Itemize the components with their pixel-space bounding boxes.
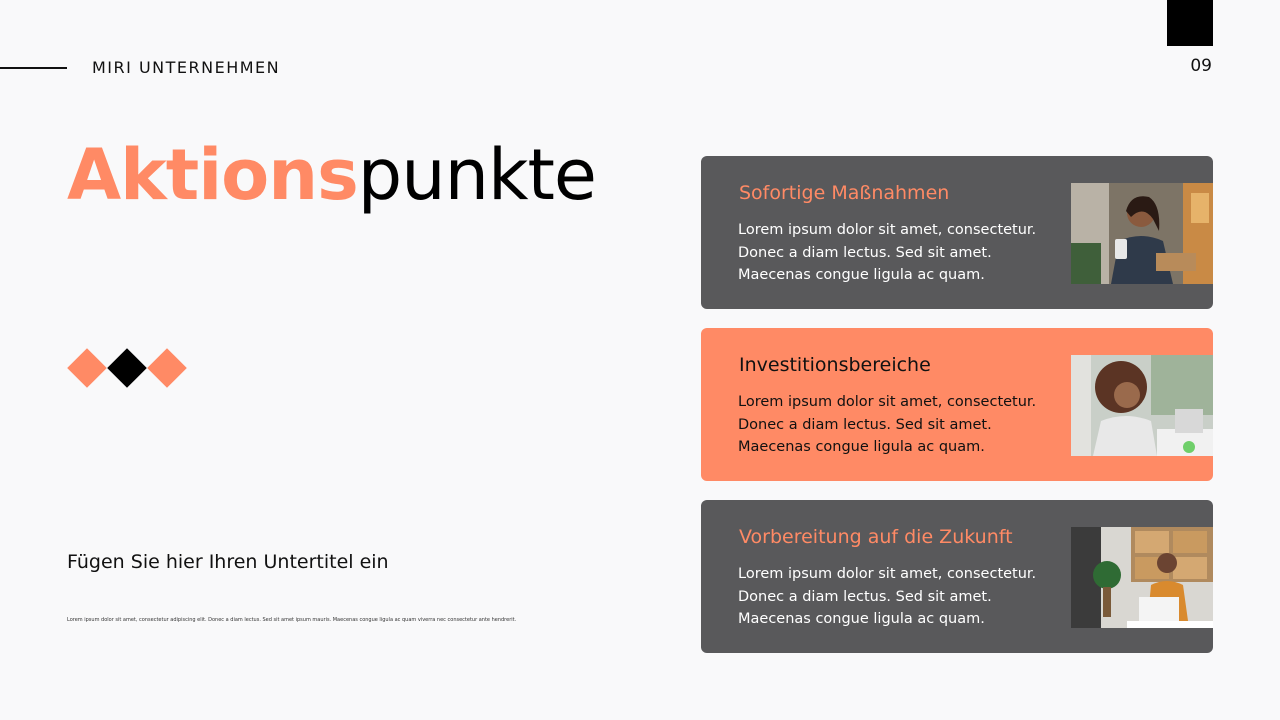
- diamond-shape: [107, 348, 147, 388]
- diamond-shape: [67, 348, 107, 388]
- company-name: MIRI UNTERNEHMEN: [92, 58, 281, 77]
- page-number: 09: [1190, 56, 1212, 76]
- diamond-shape: [147, 348, 187, 388]
- body-text: Lorem ipsum dolor sit amet, consectetur adipiscing elit. Donec a diam lectus. Sed sit amet ipsum mauris. Maecenas congue ligula ac quam viverra nec consectetur ante hendrerit.: [67, 617, 517, 623]
- corner-square: [1167, 0, 1213, 46]
- card-body: Lorem ipsum dolor sit amet, consectetur. Donec a diam lectus. Sed sit amet. Maecenas congue ligula ac quam.: [738, 394, 1037, 456]
- card-investment-areas: [701, 328, 1213, 481]
- card-photo: [1071, 355, 1213, 456]
- slide-title: [67, 134, 596, 216]
- card-immediate-actions: [701, 156, 1213, 309]
- diamond-ornament: [67, 348, 191, 388]
- card-title: Vorbereitung auf die Zukunft: [739, 526, 1013, 548]
- card-future-preparation: [701, 500, 1213, 653]
- card-body: Lorem ipsum dolor sit amet, consectetur. Donec a diam lectus. Sed sit amet. Maecenas congue ligula ac quam.: [738, 222, 1037, 284]
- title-accent: Aktions: [67, 134, 358, 216]
- title-rest: punkte: [357, 134, 596, 216]
- card-photo: [1071, 183, 1213, 284]
- card-body: Lorem ipsum dolor sit amet, consectetur. Donec a diam lectus. Sed sit amet. Maecenas congue ligula ac quam.: [738, 566, 1037, 628]
- subtitle: Fügen Sie hier Ihren Untertitel ein: [67, 551, 389, 573]
- header-rule: [0, 67, 67, 69]
- card-photo: [1071, 527, 1213, 628]
- card-title: Investitionsbereiche: [739, 354, 931, 376]
- card-title: Sofortige Maßnahmen: [739, 182, 950, 204]
